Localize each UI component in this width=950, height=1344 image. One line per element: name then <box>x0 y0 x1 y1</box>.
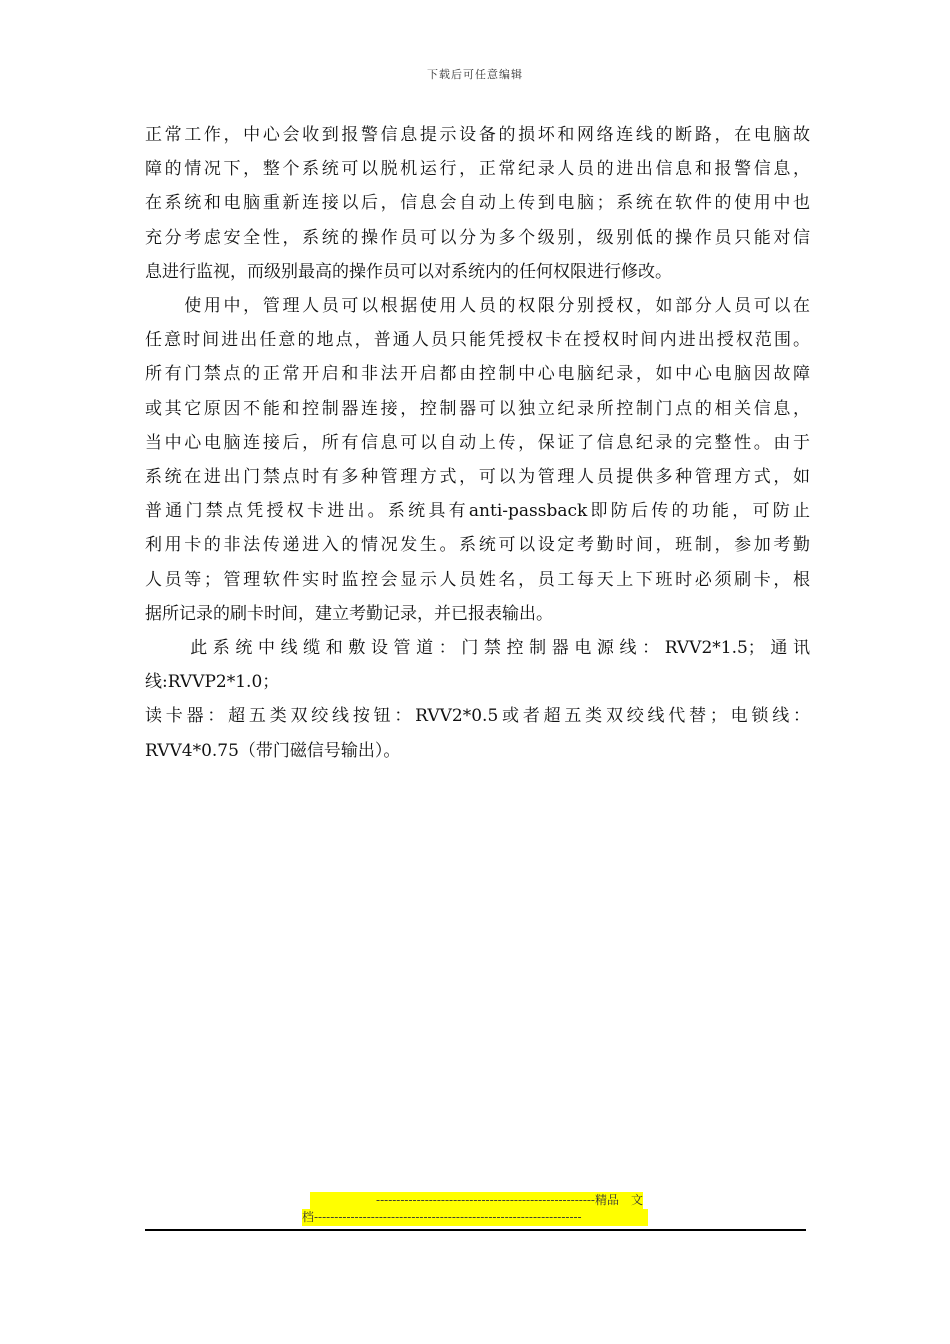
paragraph-usage <box>145 289 810 631</box>
text-line: 任意时间进出任意的地点，普通人员只能凭授权卡在授权时间内进出授权范围。 <box>145 330 810 351</box>
text-line: 系统在进出门禁点时有多种管理方式，可以为管理人员提供多种管理方式，如 <box>145 467 810 488</box>
document-body <box>145 118 810 768</box>
text-line: 读卡器：超五类双绞线按钮：RVV2*0.5或者超五类双绞线代替；电锁线： <box>145 706 810 727</box>
paragraph-reader-wiring <box>145 699 810 767</box>
text-line: 据所记录的刷卡时间，建立考勤记录，并已报表输出。 <box>145 603 553 624</box>
text-line: 障的情况下，整个系统可以脱机运行，正常纪录人员的进出信息和报警信息， <box>145 159 810 180</box>
text-line: 利用卡的非法传递进入的情况发生。系统可以设定考勤时间，班制，参加考勤 <box>145 535 810 556</box>
paragraph-cabling <box>145 631 810 699</box>
text-line: 此系统中线缆和敷设管道：门禁控制器电源线：RVV2*1.5；通讯 <box>145 638 810 659</box>
text-line: 线:RVVP2*1.0； <box>145 672 280 693</box>
paragraph-system-overview <box>145 118 810 289</box>
footer-line: 档------------------------------------------------------------------ <box>302 1209 648 1226</box>
footer-line: ------------------------------------------------------精品 文 <box>310 1192 643 1209</box>
text-line: 息进行监视，而级别最高的操作员可以对系统内的任何权限进行修改。 <box>145 261 672 282</box>
text-line: 当中心电脑连接后，所有信息可以自动上传，保证了信息纪录的完整性。由于 <box>145 432 810 453</box>
text-line: 充分考虑安全性，系统的操作员可以分为多个级别，级别低的操作员只能对信 <box>145 227 810 248</box>
text-line: 人员等；管理软件实时监控会显示人员姓名，员工每天上下班时必须刷卡，根 <box>145 569 810 590</box>
text-line: 在系统和电脑重新连接以后，信息会自动上传到电脑；系统在软件的使用中也 <box>145 193 810 214</box>
text-line: 使用中，管理人员可以根据使用人员的权限分别授权，如部分人员可以在 <box>145 296 810 317</box>
footer-highlight-note <box>302 1192 652 1226</box>
text-line: 或其它原因不能和控制器连接，控制器可以独立纪录所控制门点的相关信息， <box>145 398 810 419</box>
text-line: 正常工作，中心会收到报警信息提示设备的损坏和网络连线的断路，在电脑故 <box>145 125 810 145</box>
text-line: 普通门禁点凭授权卡进出。系统具有anti-passback即防后传的功能，可防止 <box>145 501 810 522</box>
text-line: RVV4*0.75（带门磁信号输出）。 <box>145 740 401 761</box>
footer-divider <box>145 1229 806 1231</box>
text-line: 所有门禁点的正常开启和非法开启都由控制中心电脑纪录，如中心电脑因故障 <box>145 364 810 385</box>
page-header-note: 下载后可任意编辑 <box>427 68 523 81</box>
